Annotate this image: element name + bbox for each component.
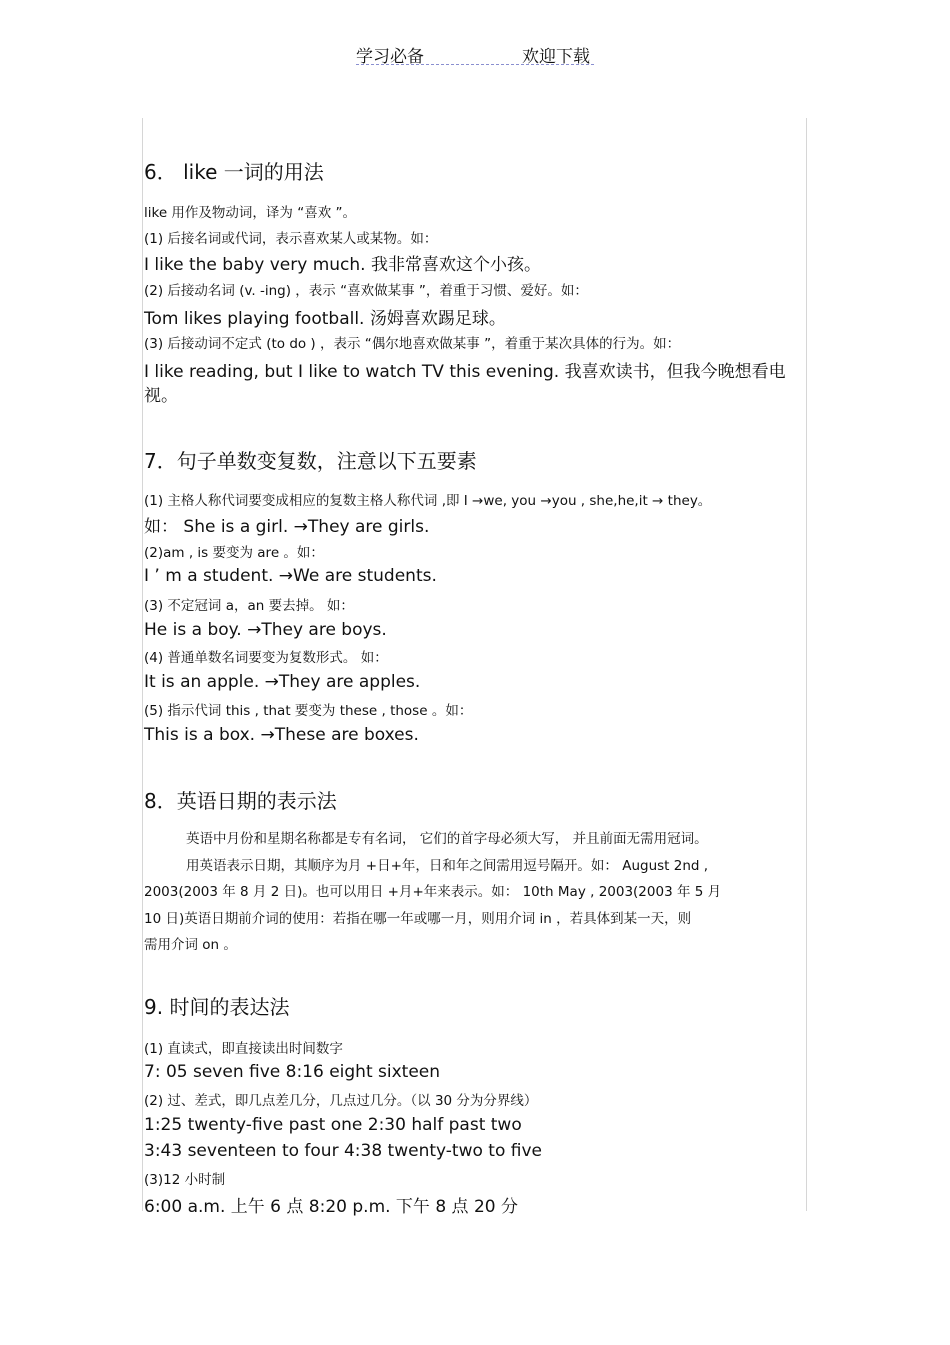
header-left: 学习必备 — [356, 47, 424, 67]
s6-example-3-cont: 视。 — [144, 386, 178, 406]
s9-example-4: 6:00 a.m. 上午 6 点 8:20 p.m. 下午 8 点 20 分 — [144, 1197, 518, 1217]
s7-example-3: He is a boy. →They are boys. — [144, 620, 387, 640]
s7-example-1: 如： She is a girl. →They are girls. — [144, 517, 430, 537]
page-header — [356, 40, 594, 65]
section-9-title: 9. 时间的表达法 — [144, 995, 290, 1019]
s7-line-7: (4) 普通单数名词要变为复数形式。 如： — [144, 650, 388, 666]
s9-example-1: 7: 05 seven five 8:16 eight sixteen — [144, 1062, 441, 1082]
s6-line-6: (3) 后接动词不定式 (to do ) ，表示 “偶尔地喜欢做某事 ”，着重于某次具体的行为。如： — [144, 336, 681, 352]
s6-example-3: I like reading, but I like to watch TV this evening. 我喜欢读书，但我今晚想看电 — [144, 362, 786, 382]
s9-line-1: (1) 直读式，即直接读出时间数字 — [144, 1041, 343, 1057]
left-margin-line — [142, 118, 143, 1211]
s9-example-3: 3:43 seventeen to four 4:38 twenty-two to five — [144, 1141, 542, 1161]
s6-line-1: like 用作及物动词，译为 “喜欢 ”。 — [144, 205, 357, 221]
s8-para-3: 2003(2003 年 8 月 2 日)。也可以用日 +月+年来表示。如： 10th May , 2003(2003 年 5 月 — [144, 884, 722, 900]
s6-example-2: Tom likes playing football. 汤姆喜欢踢足球。 — [144, 309, 506, 329]
s9-line-3: (2) 过、差式，即几点差几分，几点过几分。（以 30 分为分界线） — [144, 1093, 538, 1109]
s9-line-6: (3)12 小时制 — [144, 1172, 226, 1188]
s7-example-5: This is a box. →These are boxes. — [144, 725, 419, 745]
s6-line-2: (1) 后接名词或代词，表示喜欢某人或某物。如： — [144, 231, 438, 247]
s7-line-5: (3) 不定冠词 a，an 要去掉。 如： — [144, 598, 354, 614]
s8-para-1: 英语中月份和星期名称都是专有名词， 它们的首字母必须大写， 并且前面无需用冠词。 — [186, 831, 708, 847]
s8-para-5: 需用介词 on 。 — [144, 937, 237, 953]
section-8-title: 8．英语日期的表示法 — [144, 789, 337, 813]
s9-example-2: 1:25 twenty-five past one 2:30 half past two — [144, 1115, 522, 1135]
right-margin-line — [806, 118, 807, 1211]
s8-para-4: 10 日)英语日期前介词的使用：若指在哪一年或哪一月，则用介词 in ，若具体到某一天，则 — [144, 911, 692, 927]
s6-line-4: (2) 后接动名词 (v. -ing) ，表示 “喜欢做某事 ”，着重于习惯、爱好。如： — [144, 283, 588, 299]
s7-line-9: (5) 指示代词 this , that 要变为 these , those 。如： — [144, 703, 473, 719]
s8-para-2: 用英语表示日期，其顺序为月 +日+年，日和年之间需用逗号隔开。如： August 2nd , — [186, 858, 709, 874]
section-7-title: 7．句子单数变复数，注意以下五要素 — [144, 449, 477, 473]
s7-example-2: I ’ m a student. →We are students. — [144, 566, 437, 586]
header-right: 欢迎下载 — [522, 47, 590, 67]
s7-line-1: (1) 主格人称代词要变成相应的复数主格人称代词 ,即 I →we, you →you , she,he,it → they。 — [144, 493, 712, 509]
s7-example-4: It is an apple. →They are apples. — [144, 672, 421, 692]
section-6-title: 6． like 一词的用法 — [144, 160, 324, 184]
s7-line-3: (2)am , is 要变为 are 。如： — [144, 545, 324, 561]
s6-example-1: I like the baby very much. 我非常喜欢这个小孩。 — [144, 255, 541, 275]
